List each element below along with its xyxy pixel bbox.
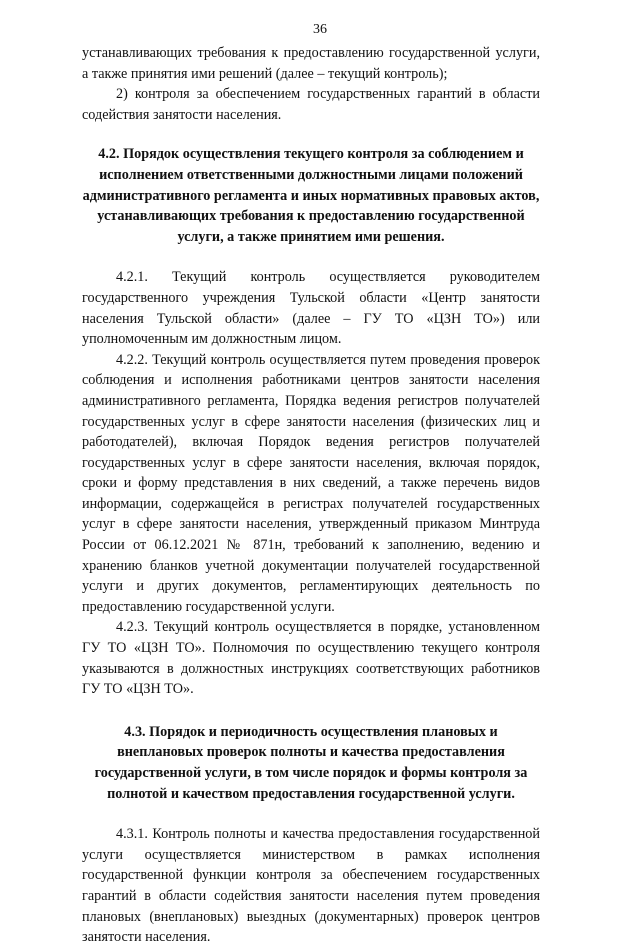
page-number: 36 — [313, 22, 327, 37]
section-heading-4-2: 4.2. Порядок осуществления текущего контроля за соблюдением и исполнением ответственными должностными лицами положений административного регламента и иных нормативных правовых актов, устанавливающих требования к предоставлению государственной услуги, а также принятием ими решения. — [82, 146, 540, 245]
paragraph-4-3-1: 4.3.1. Контроль полноты и качества предоставления государственной услуги осуществляется министерством в рамках исполнения государственной функции контроля за обеспечением государственных гарантий в области содействия занятости населения путем проведения плановых (внеплановых) выездных (документарных) проверок центров занятости населения. — [82, 826, 540, 946]
document-body — [82, 43, 540, 948]
paragraph-4-2-1: 4.2.1. Текущий контроль осуществляется руководителем государственного учреждения Тульской области «Центр занятости населения Тульской области» (далее – ГУ ТО «ЦЗН ТО») или уполномоченным им должностным лицом. — [82, 269, 540, 348]
paragraph-4-2-2: 4.2.2. Текущий контроль осуществляется путем проведения проверок соблюдения и исполнения работниками центров занятости населения административного регламента, Порядка ведения регистров получателей государственных услуг в сфере занятости населения (физических лиц и работодателей), включая Порядок ведения регистров получателей государственных услуг в сфере занятости населения, включая порядок, сроки и форму представления в них сведений, а также перечень видов информации, содержащейся в регистрах получателей государственных услуг в сфере занятости населения, утвержденный приказом Минтруда России от 06.12.2021 № 871н, требований к заполнению, ведению и хранению бланков учетной документации получателей государственной услуги и других документов, регламентирующих деятельность по предоставлению государственной услуги. — [82, 351, 540, 615]
paragraph-item-2: 2) контроля за обеспечением государственных гарантий в области содействия занятости населения. — [82, 86, 540, 123]
paragraph-continuation: устанавливающих требования к предоставлению государственной услуги, а также принятия ими решений (далее – текущий контроль); — [82, 45, 540, 82]
paragraph-4-2-3: 4.2.3. Текущий контроль осуществляется в порядке, установленном ГУ ТО «ЦЗН ТО». Полномочия по осуществлению текущего контроля указываются в должностных инструкциях соответствующих работников ГУ ТО «ЦЗН ТО». — [82, 619, 540, 698]
section-heading-4-3: 4.3. Порядок и периодичность осуществления плановых и внеплановых проверок полноты и качества предоставления государственной услуги, в том числе порядок и формы контроля за полнотой и качеством предоставления государственной услуги. — [94, 723, 528, 802]
